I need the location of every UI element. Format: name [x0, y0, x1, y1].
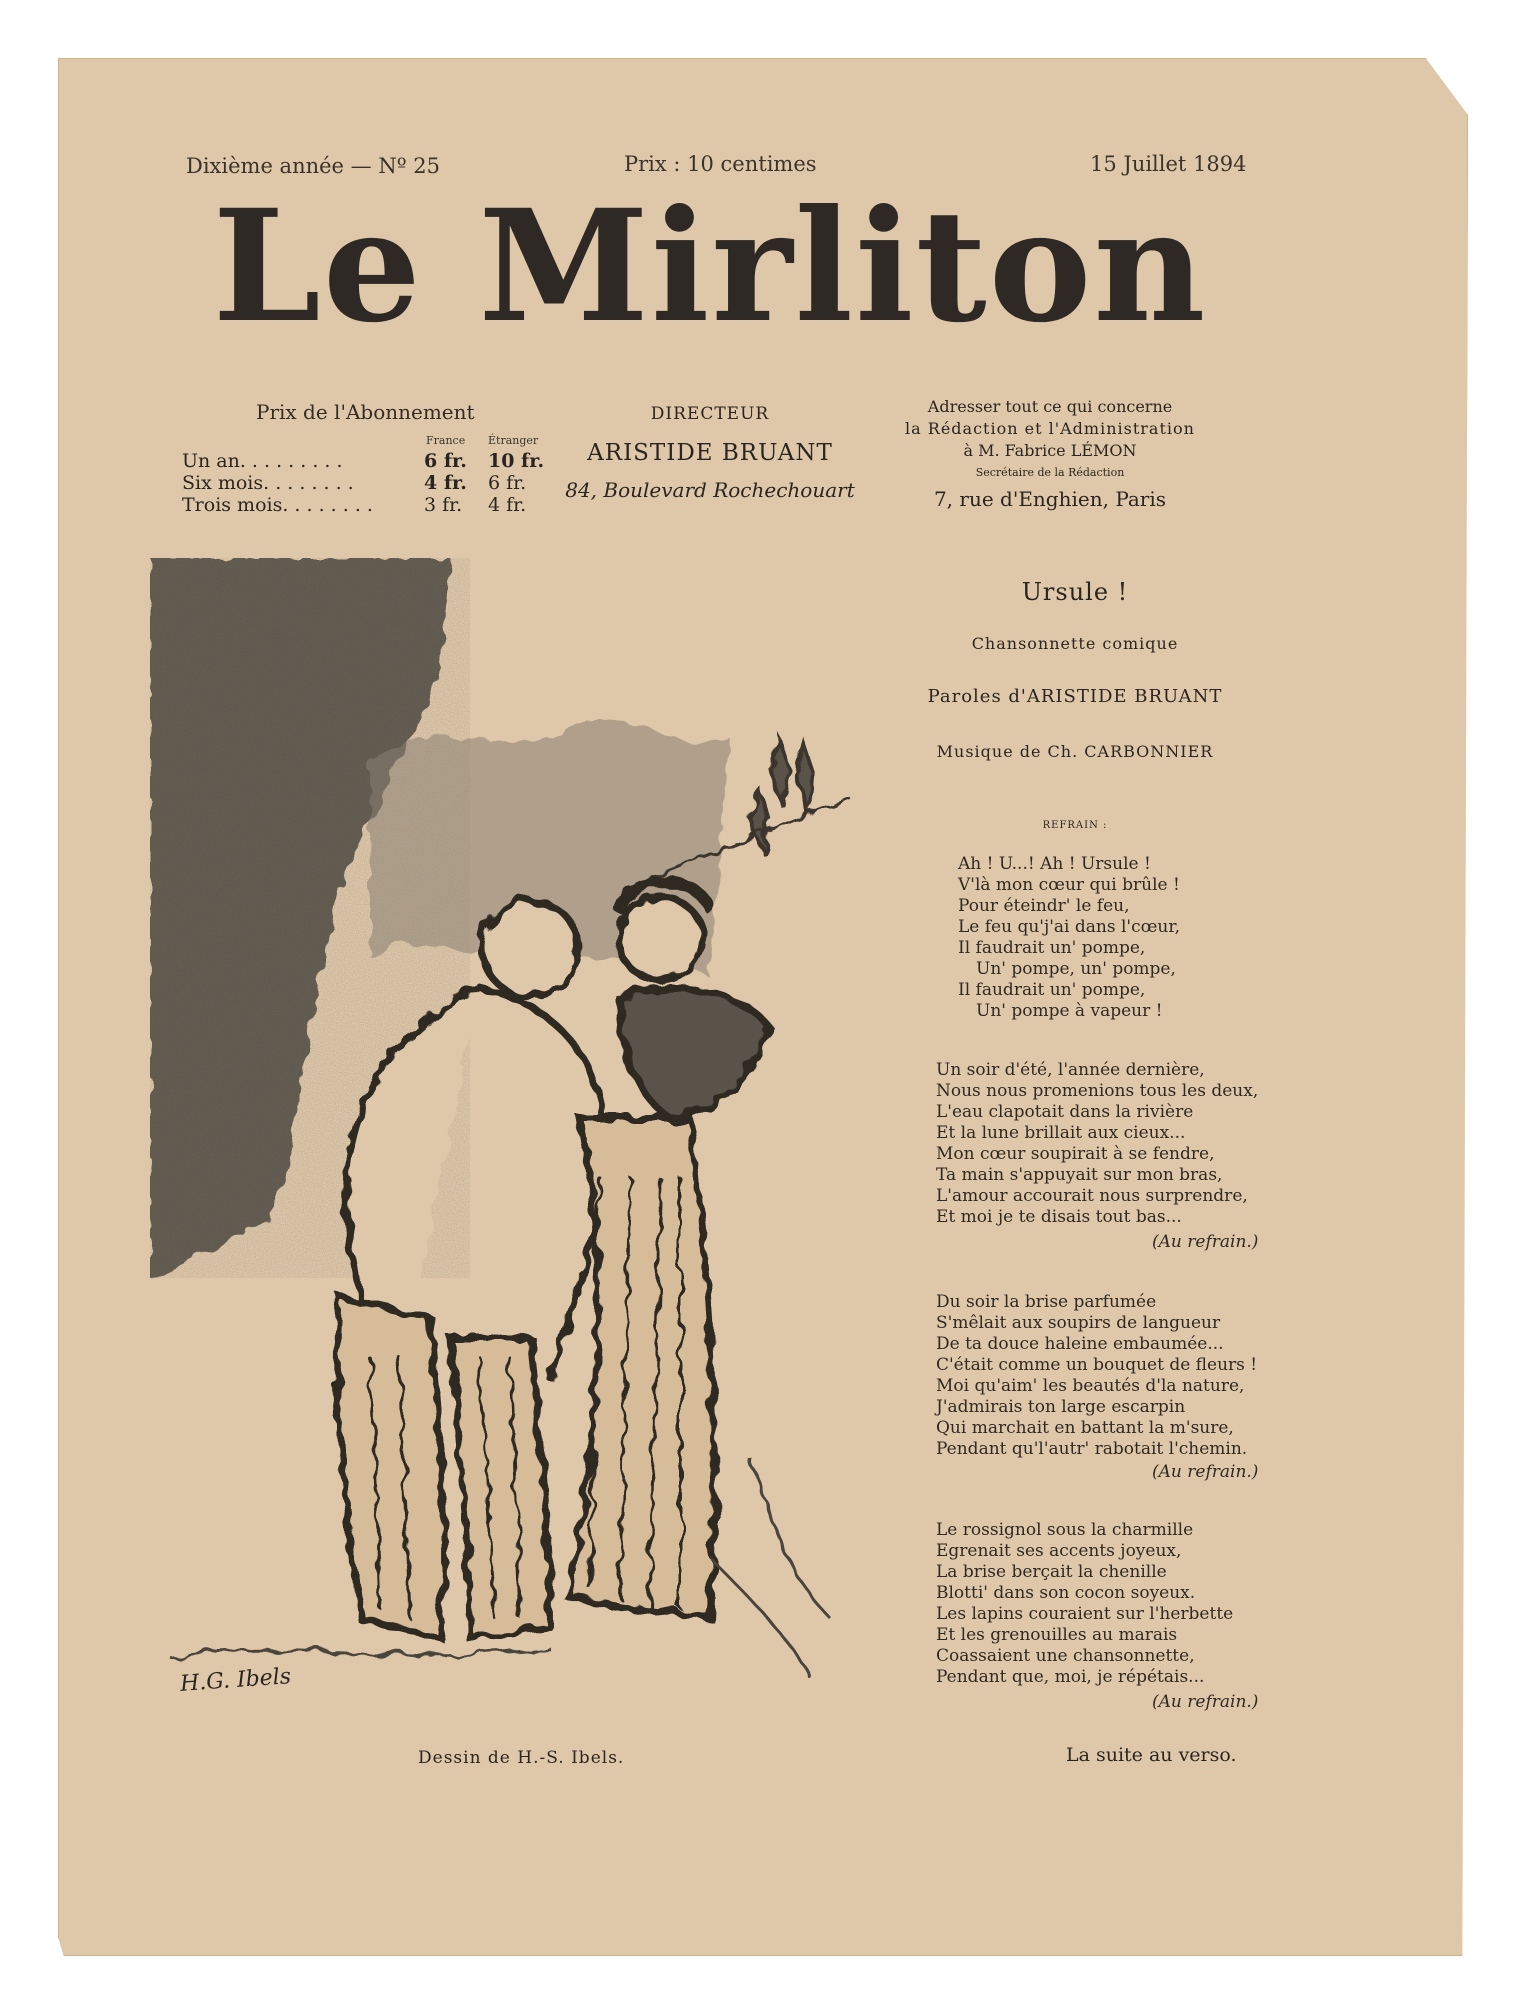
admin-line: à M. Fabrice LÉMON [963, 441, 1137, 460]
song-genre: Chansonnette comique [971, 634, 1179, 653]
issue-price: Prix : 10 centimes [624, 152, 817, 176]
admin-line: la Rédaction et l'Administration [905, 419, 1195, 438]
lyric-line: Du soir la brise parfumée [936, 1292, 1157, 1312]
lyric-line: Pour éteindr' le feu, [958, 896, 1130, 916]
subscription-row [178, 472, 548, 494]
subscription-row [178, 494, 548, 516]
lyric-line: Le rossignol sous la charmille [936, 1520, 1194, 1540]
lyric-line: S'mêlait aux soupirs de langueur [936, 1313, 1221, 1333]
lyric-line: Pendant qu'l'autr' rabotait l'chemin. [936, 1439, 1248, 1459]
issue-number: Dixième année — Nº 25 [186, 154, 440, 178]
price-france: 6 fr. [424, 450, 467, 472]
lyric-line: Blotti' dans son cocon soyeux. [936, 1583, 1196, 1603]
lyric-line: Et moi je te disais tout bas... [936, 1207, 1182, 1227]
period-label: Un an. . . . . . . . . [182, 450, 343, 472]
subscription-row [178, 450, 548, 472]
song-lyricist: Paroles d'ARISTIDE BRUANT [927, 686, 1223, 707]
subscription-heading: Prix de l'Abonnement [256, 400, 475, 424]
au-refrain-3: (Au refrain.) [1152, 1692, 1259, 1712]
director-label: DIRECTEUR [650, 404, 770, 424]
period-label: Trois mois. . . . . . . . [182, 494, 373, 516]
lyric-line: La brise berçait la chenille [936, 1562, 1167, 1582]
lyric-line: Egrenait ses accents joyeux, [936, 1541, 1182, 1561]
lyric-line: Ah ! U...! Ah ! Ursule ! [958, 854, 1151, 874]
administration-block [880, 396, 1220, 510]
price-france: 4 fr. [424, 472, 467, 494]
verse-2 [936, 1292, 1257, 1460]
col-etranger: Étranger [488, 434, 539, 447]
price-etranger: 4 fr. [488, 494, 527, 516]
illustration-credit: Dessin de H.-S. Ibels. [418, 1748, 625, 1768]
lyric-line: C'était comme un bouquet de fleurs ! [936, 1355, 1258, 1375]
song-composer: Musique de Ch. CARBONNIER [936, 742, 1214, 761]
lyric-line: Ta main s'appuyait sur mon bras, [936, 1165, 1223, 1185]
price-etranger: 10 fr. [488, 450, 545, 472]
col-france: France [426, 434, 466, 447]
price-france: 3 fr. [424, 494, 463, 516]
lyric-line: V'là mon cœur qui brûle ! [958, 875, 1180, 895]
continued-note: La suite au verso. [1066, 1744, 1237, 1766]
admin-line: 7, rue d'Enghien, Paris [933, 487, 1167, 511]
lyric-line: Il faudrait un' pompe, [958, 938, 1146, 958]
director-name: ARISTIDE BRUANT [587, 440, 833, 466]
song-title: Ursule ! [1021, 578, 1129, 606]
lyric-line: Et les grenouilles au marais [936, 1625, 1178, 1645]
lyric-line: Mon cœur soupirait à se fendre, [936, 1144, 1215, 1164]
issue-date: 15 Juillet 1894 [1090, 152, 1247, 176]
lyric-line: L'amour accourait nous surprendre, [936, 1186, 1248, 1206]
price-etranger: 6 fr. [488, 472, 527, 494]
au-refrain-1: (Au refrain.) [1152, 1232, 1259, 1252]
director-address: 84, Boulevard Rochechouart [565, 478, 855, 502]
verse-1 [936, 1060, 1258, 1228]
admin-line: Adresser tout ce qui concerne [927, 397, 1173, 416]
lyric-line: Un' pompe à vapeur ! [976, 1001, 1163, 1021]
lyric-line: L'eau clapotait dans la rivière [936, 1102, 1194, 1122]
woman-figure [570, 882, 770, 1618]
lyric-line: Nous nous promenions tous les deux, [936, 1081, 1259, 1101]
artist-signature: H.G. Ibels [179, 1664, 292, 1697]
lithograph-illustration [150, 558, 880, 1718]
lyric-line: Et la lune brillait aux cieux... [936, 1123, 1186, 1143]
lyric-line: Les lapins couraient sur l'herbette [936, 1604, 1234, 1624]
masthead-title: Le Mirliton [212, 176, 1208, 357]
refrain-label: REFRAIN : [1042, 820, 1108, 831]
lyric-line: Un' pompe, un' pompe, [976, 959, 1176, 979]
lyric-line: Coassaient une chansonnette, [936, 1646, 1195, 1666]
lyric-line: Qui marchait en battant la m'sure, [936, 1418, 1234, 1438]
admin-line: Secrétaire de la Rédaction [975, 466, 1125, 479]
refrain-lyrics [958, 854, 1180, 1022]
lyric-line: Moi qu'aim' les beautés d'la nature, [936, 1376, 1245, 1396]
lyric-line: Le feu qu'j'ai dans l'cœur, [958, 917, 1181, 937]
lyric-line: Il faudrait un' pompe, [958, 980, 1146, 1000]
au-refrain-2: (Au refrain.) [1152, 1462, 1259, 1482]
lyric-line: Un soir d'été, l'année dernière, [936, 1060, 1205, 1080]
lyric-line: J'admirais ton large escarpin [936, 1397, 1186, 1417]
subscription-table [178, 450, 548, 516]
period-label: Six mois. . . . . . . . [182, 472, 354, 494]
lyric-line: Pendant que, moi, je répétais... [936, 1667, 1205, 1687]
verse-3 [936, 1520, 1233, 1688]
lyric-line: De ta douce haleine embaumée... [936, 1334, 1224, 1354]
